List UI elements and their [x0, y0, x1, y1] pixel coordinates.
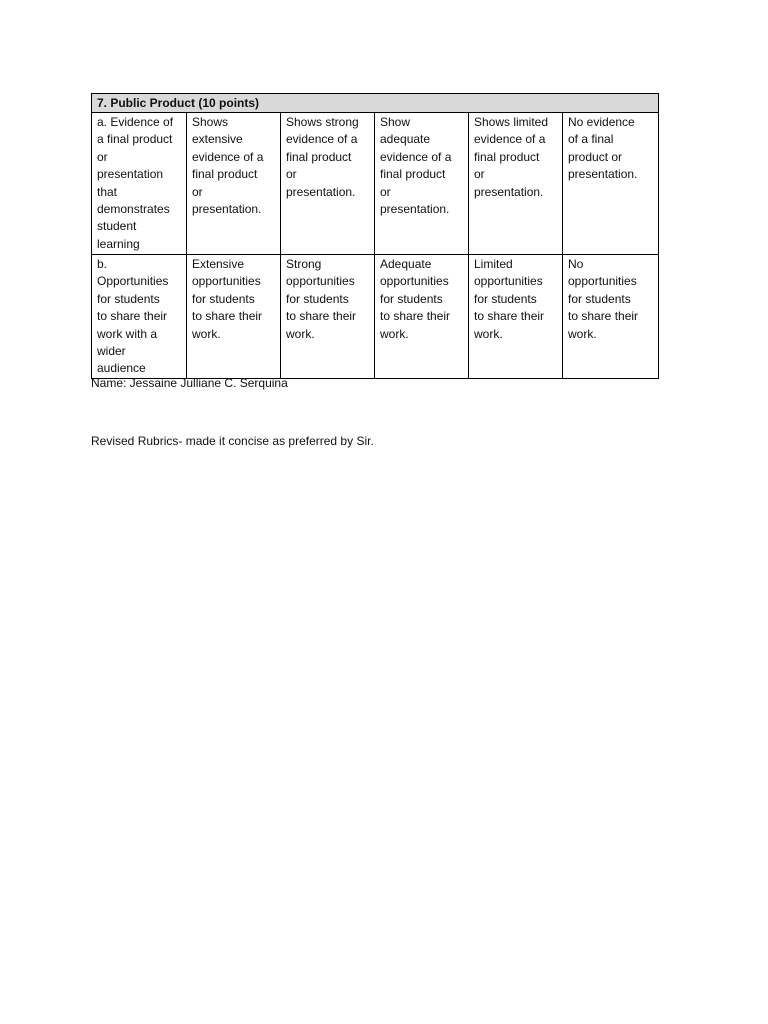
level-cell: No evidence of a final product or presentation. — [563, 113, 659, 255]
level-cell: Show adequate evidence of a final product or presentation. — [375, 113, 469, 255]
student-name: Name: Jessaine Julliane C. Serquina — [91, 376, 288, 390]
rubric-table — [91, 93, 659, 379]
level-cell: No opportunities for students to share their work. — [563, 255, 659, 379]
table-row — [92, 113, 659, 255]
level-cell: Extensive opportunities for students to share their work. — [187, 255, 281, 379]
criterion-cell: a. Evidence of a final product or presentation that demonstrates student learning — [92, 113, 187, 255]
table-row — [92, 255, 659, 379]
level-cell: Limited opportunities for students to share their work. — [469, 255, 563, 379]
level-cell: Strong opportunities for students to share their work. — [281, 255, 375, 379]
level-cell: Shows extensive evidence of a final product or presentation. — [187, 113, 281, 255]
level-cell: Shows strong evidence of a final product or presentation. — [281, 113, 375, 255]
level-cell: Shows limited evidence of a final product or presentation. — [469, 113, 563, 255]
rubric-title: 7. Public Product (10 points) — [92, 94, 659, 113]
criterion-cell: b. Opportunities for students to share their work with a wider audience — [92, 255, 187, 379]
rubric-title-row — [92, 94, 659, 113]
revision-note: Revised Rubrics- made it concise as preferred by Sir. — [91, 434, 374, 448]
level-cell: Adequate opportunities for students to share their work. — [375, 255, 469, 379]
